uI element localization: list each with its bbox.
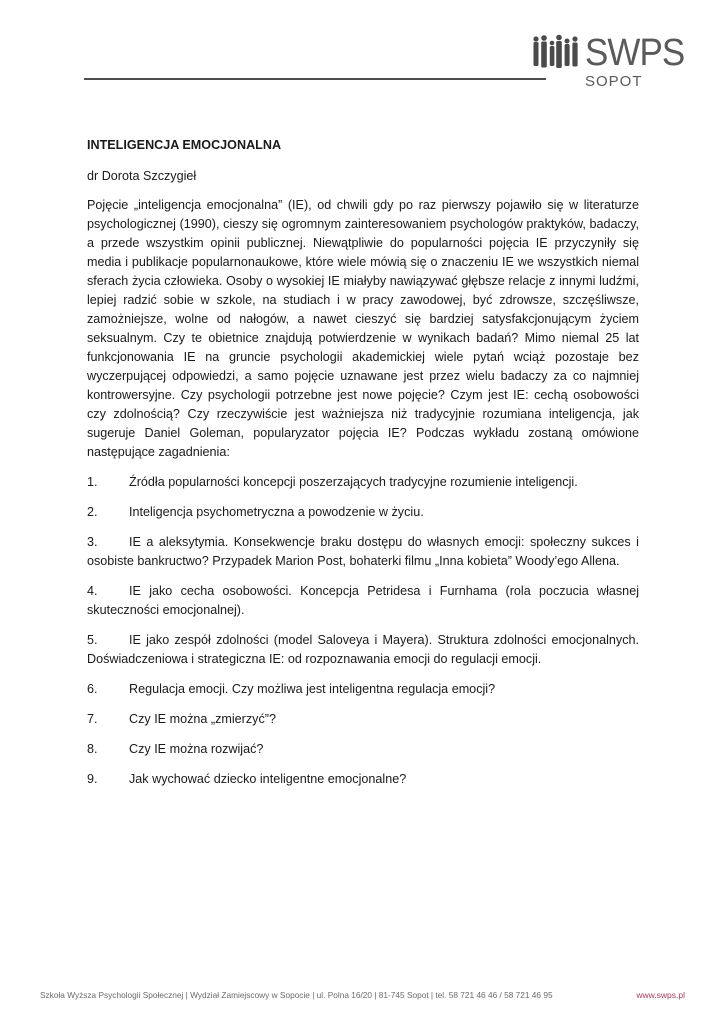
item-number: 9. [87,772,98,786]
intro-paragraph: Pojęcie „inteligencja emocjonalna” (IE), od chwili gdy po raz pierwszy pojawiło się w literaturze psychologicznej (1990), cieszy się ogromnym zainteresowaniem psychologów praktyków, badaczy, a przede wszystkim opinii publicznej. Niewątpliwie do popularności pojęcia IE przyczyniły się media i publikacje popularnonaukowe, które wiele mówią się o znaczeniu IE we wszystkich niemal sferach życia człowieka. Osoby o wysokiej IE miałyby nawiązywać głębsze relacje z innymi ludźmi, lepiej radzić sobie w szkole, na studiach i w pracy zawodowej, być zdrowsze, szczęśliwsze, zamożniejsze, wolne od nałogów, a nawet cieszyć się bardziej satysfakcjonującym życiem seksualnym. Czy te obietnice znajdują potwierdzenie w wynikach badań? Mimo niemal 25 lat funkcjonowania IE na gruncie psychologii akademickiej wiele pytań wciąż pozostaje bez wyczerpującej odpowiedzi, a samo pojęcie uznawane jest przez wielu badaczy za co najmniej kontrowersyjne. Czy psychologii potrzebne jest nowe pojęcie? Czym jest IE: cechą osobowości czy zdolnością? Czy rzeczywiście jest ważniejsza niż tradycyjnie rozumiana inteligencja, jak sugeruje Daniel Goleman, popularyzator pojęcia IE? Podczas wykładu zostaną omówione następujące zagadnienia: [87,198,639,459]
item-number: 5. [87,633,98,647]
list-item [87,631,639,669]
item-text: Źródła popularności koncepcji poszerzających tradycyjne rozumienie inteligencji. [129,475,578,489]
footer-website-link[interactable]: www.swps.pl [636,990,685,1000]
list-item [87,533,639,571]
list-item [87,770,639,789]
list-item [87,503,639,522]
logo-subtext: SOPOT [585,73,643,90]
item-number: 4. [87,584,98,598]
item-text: IE a aleksytymia. Konsekwencje braku dostępu do własnych emocji: społeczny sukces i osobiste bankructwo? Przypadek Marion Post, bohaterki filmu „Inna kobieta” Woody’ego Allena. [87,535,639,568]
people-silhouettes-icon [531,34,583,74]
item-text: Inteligencja psychometryczna a powodzenie w życiu. [129,505,424,519]
list-item [87,710,639,729]
logo-text: SWPS [585,32,685,74]
swps-logo [531,34,691,94]
item-number: 3. [87,535,98,549]
item-text: IE jako cecha osobowości. Koncepcja Petridesa i Furnhama (rola poczucia własnej skuteczności emocjonalnej). [87,584,639,617]
item-number: 6. [87,682,98,696]
document-body [87,136,639,800]
list-item [87,740,639,759]
list-item [87,473,639,492]
item-text: Czy IE można „zmierzyć”? [129,712,276,726]
item-number: 2. [87,505,98,519]
header-rule [84,78,546,80]
item-number: 1. [87,475,98,489]
item-text: Jak wychować dziecko inteligentne emocjonalne? [129,772,407,786]
footer-address: Szkoła Wyższa Psychologii Społecznej | Wydział Zamiejscowy w Sopocie | ul. Polna 16/20 | 81-745 Sopot | tel. 58 721 46 46 / 58 721 46 95 [40,990,553,1000]
item-text: IE jako zespół zdolności (model Saloveya i Mayera). Struktura zdolności emocjonalnych. Doświadczeniowa i strategiczna IE: od rozpoznawania emocji do regulacji emocji. [87,633,639,666]
document-author: dr Dorota Szczygieł [87,169,197,183]
item-number: 8. [87,742,98,756]
item-number: 7. [87,712,98,726]
list-item [87,582,639,620]
item-text: Czy IE można rozwijać? [129,742,264,756]
document-title: INTELIGENCJA EMOCJONALNA [87,138,282,152]
list-item [87,680,639,699]
item-text: Regulacja emocji. Czy możliwa jest inteligentna regulacja emocji? [129,682,496,696]
